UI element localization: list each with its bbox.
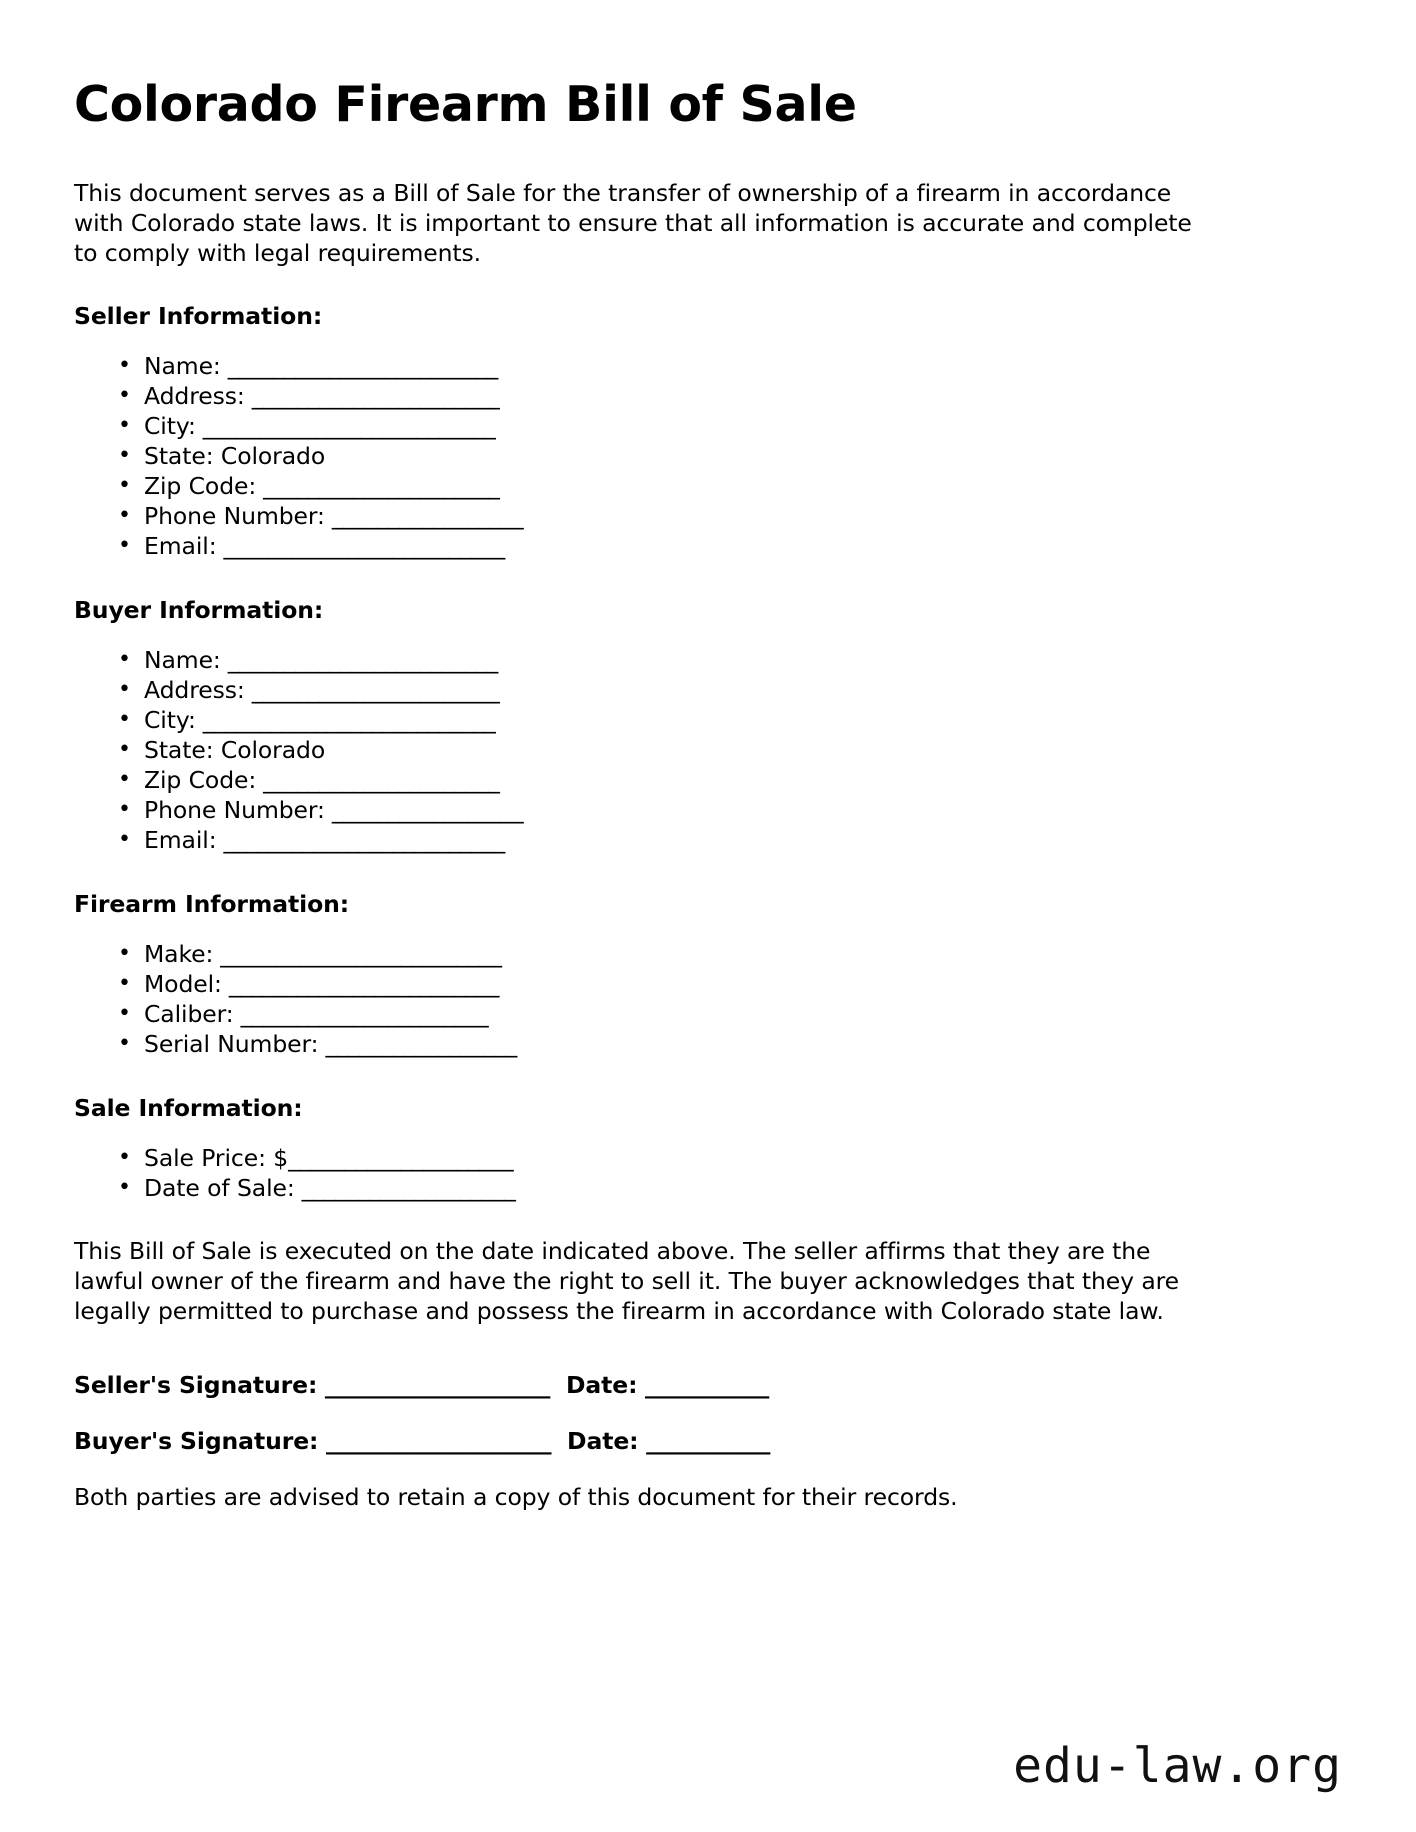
buyer-field-blank[interactable]: _________________________ [216,825,505,854]
list-item [114,1000,1342,1030]
seller-field-label: Address: [144,382,245,411]
firearm-field-blank[interactable]: _________________________ [213,939,502,968]
buyer-field-blank[interactable]: _____________________ [256,765,500,794]
buyer-date-label: Date: [567,1427,639,1455]
seller-field-label: Phone Number: [144,502,325,531]
buyer-date-blank[interactable]: ___________ [638,1427,770,1455]
buyer-field-blank[interactable]: ______________________ [244,676,500,705]
list-item [114,676,1342,706]
buyer-information-heading: Buyer Information: [74,596,324,625]
seller-field-blank[interactable]: ________________________ [220,352,498,381]
closing-paragraph: This Bill of Sale is executed on the date indicated above. The seller affirms that they are the lawful owner of the firearm and have the right to sell it. The buyer acknowledges that they are legally permitted to purchase and possess the firearm in accordance with Colorado state law. [74,1237,1180,1326]
sale-field-label: Date of Sale: [144,1173,295,1202]
buyer-field-label: Phone Number: [144,795,325,824]
seller-date-label: Date: [565,1371,638,1399]
list-item [114,382,1342,412]
page-title: Colorado Firearm Bill of Sale [74,76,857,133]
firearm-information-list [74,940,1342,1060]
seller-signature-row [74,1371,1342,1399]
list-item [114,1030,1342,1060]
buyer-field-blank[interactable]: _________________ [324,795,524,824]
list-item [114,352,1342,382]
seller-field-label: State: Colorado [144,442,326,471]
seller-field-label: City: [144,412,196,441]
list-item [114,532,1342,562]
seller-field-blank[interactable]: _________________________ [216,532,505,561]
list-item [114,502,1342,532]
seller-field-blank[interactable]: __________________________ [195,412,496,441]
sale-field-label: Sale Price: $ [144,1143,289,1172]
firearm-information-heading: Firearm Information: [74,889,350,918]
buyer-field-label: Name: [144,646,221,675]
buyer-field-label: Email: [144,825,217,854]
seller-field-label: Zip Code: [144,472,257,501]
firearm-field-blank[interactable]: ______________________ [233,999,489,1028]
list-item [114,970,1342,1000]
buyer-field-label: State: Colorado [144,735,326,764]
seller-field-blank[interactable]: _____________________ [256,472,500,501]
seller-signature-label: Seller's Signature: [74,1371,318,1399]
list-item [114,1174,1342,1204]
firearm-field-label: Caliber: [144,999,234,1028]
seller-information-heading: Seller Information: [74,302,323,331]
firearm-field-label: Make: [144,939,214,968]
firearm-field-label: Serial Number: [144,1029,319,1058]
list-item [114,412,1342,442]
list-item [114,940,1342,970]
seller-field-label: Name: [144,352,221,381]
seller-field-label: Email: [144,532,217,561]
firearm-field-blank[interactable]: _________________ [318,1029,517,1058]
buyer-signature-label: Buyer's Signature: [74,1427,319,1455]
buyer-field-blank[interactable]: __________________________ [195,705,496,734]
buyer-field-label: Address: [144,676,245,705]
buyer-information-list [74,646,1342,856]
seller-date-blank[interactable]: ___________ [637,1371,769,1399]
buyer-field-label: Zip Code: [144,765,257,794]
seller-field-blank[interactable]: _________________ [324,502,524,531]
sale-field-blank[interactable]: ___________________ [294,1173,516,1202]
seller-signature-blank[interactable]: ____________________ [317,1371,550,1399]
sale-information-list [74,1144,1342,1204]
buyer-signature-row [74,1427,1342,1455]
list-item [114,472,1342,502]
list-item [114,646,1342,676]
intro-paragraph: This document serves as a Bill of Sale for the transfer of ownership of a firearm in accordance with Colorado state laws. It is important to ensure that all information is accurate and complete to comply with legal requirements. [74,178,1192,267]
buyer-field-blank[interactable]: ________________________ [220,646,498,675]
firearm-field-blank[interactable]: ________________________ [221,969,499,998]
seller-field-blank[interactable]: ______________________ [244,382,500,411]
firearm-field-label: Model: [144,969,222,998]
list-item [114,442,1342,472]
list-item [114,796,1342,826]
list-item [114,736,1342,766]
buyer-signature-blank[interactable]: ____________________ [318,1427,552,1455]
sale-information-heading: Sale Information: [74,1093,303,1122]
site-watermark: edu-law.org [1013,1738,1342,1794]
final-note: Both parties are advised to retain a copy of this document for their records. [74,1483,958,1511]
buyer-field-label: City: [144,705,196,734]
list-item [114,766,1342,796]
sale-field-blank[interactable]: ____________________ [288,1143,514,1172]
list-item [114,706,1342,736]
list-item [114,1144,1342,1174]
seller-information-list [74,352,1342,562]
list-item [114,826,1342,856]
